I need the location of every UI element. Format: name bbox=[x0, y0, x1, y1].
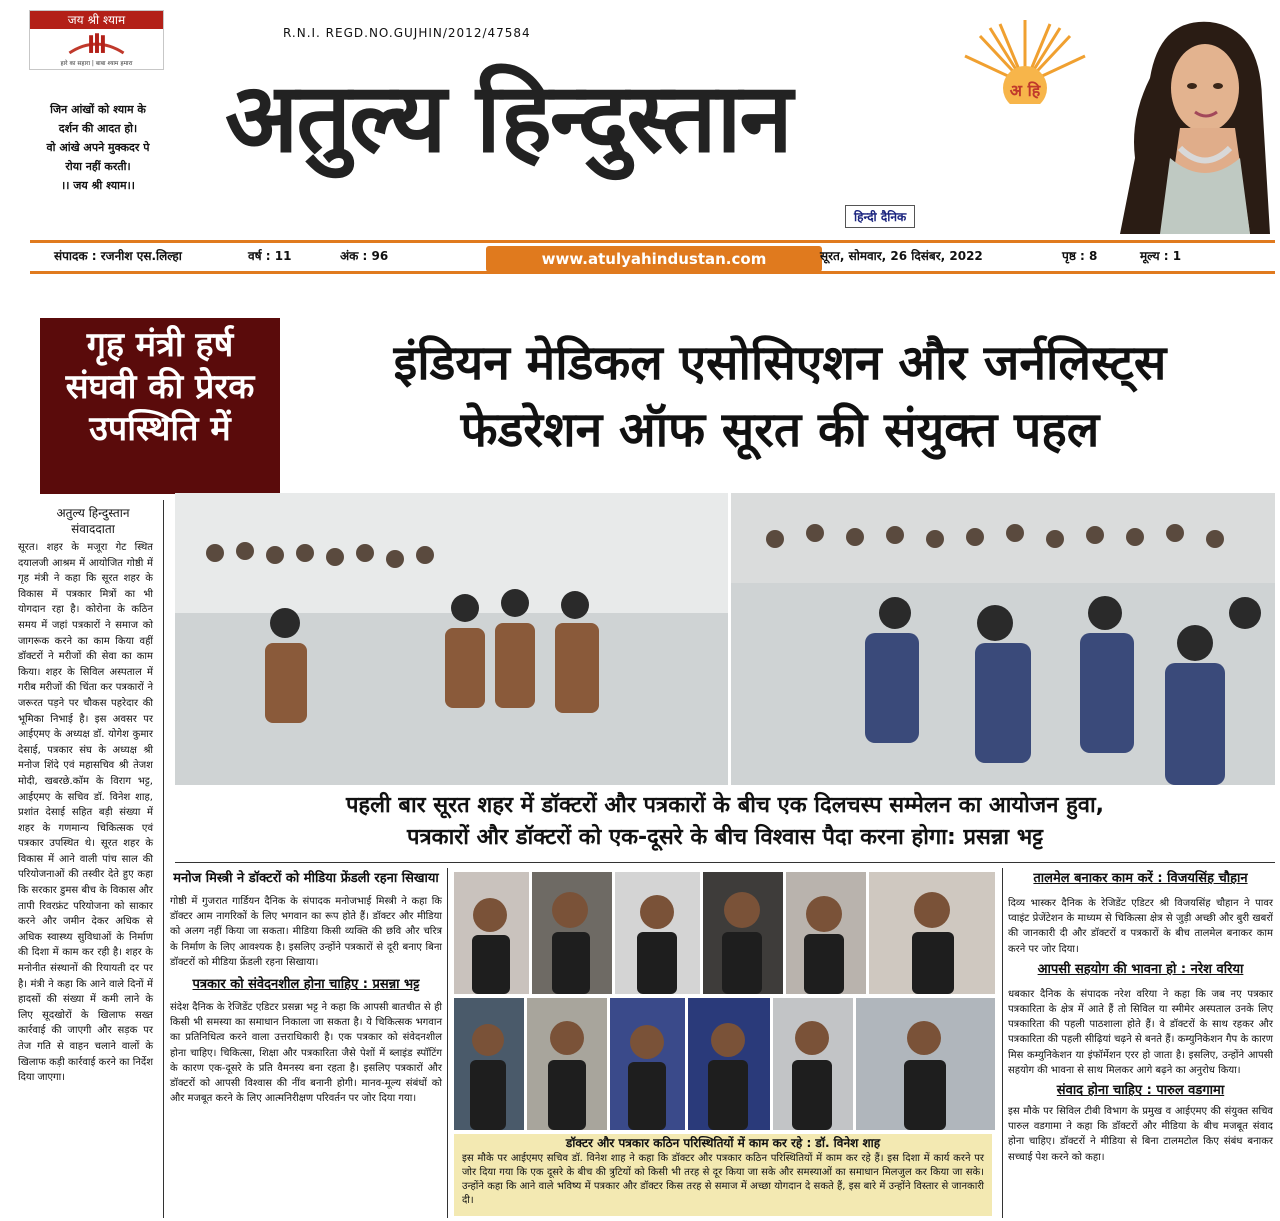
article-text: धबकार दैनिक के संपादक नरेश वरिया ने कहा कि जब नए पत्रकार पत्रकारिता के क्षेत्र में आते हैं तो सिविल या स्मीमेर अस्पताल उनके लिए पत्रकारिता की पहली पाठशाला होते हैं। वे डॉक्टरों के साथ रहकर और पत्रकारिता की पहली सीढ़ियां चढ़ने से बनते हैं। कम्युनिकेशन गैप के कारण मिस कम्युनिकेशन या इंफॉर्मेशन एरर हो जाता है। इसलिए, उन्होंने आपसी सहयोग की भावना से साथ मिलकर आगे बढ़ने का अनुरोध किया। bbox=[1008, 988, 1273, 1076]
lead-body-text: सूरत। शहर के मजूरा गेट स्थित दयालजी आश्रम में आयोजित गोष्ठी में गृह मंत्री ने कहा कि सूरत शहर के विकास में पत्रकार मित्रों का भी योगदान रहा है। कोरोना के कठिन समय में जहां पत्रकारों ने समाज को जागरूक करने का काम किया वहीं डॉक्टरों ने मरीजों की सेवा का काम किया। शहर के सिविल अस्पताल में गरीब मरीजों की चिंता कर पत्रकारों ने जरूरत पड़ने पर चौकस पहरेदार की भूमिका निभाई है। इस अवसर पर आईएमए के अध्यक्ष डॉ. योगेश कुमार देसाई, पत्रकार संघ के अध्यक्ष श्री मनोज शिंदे एवं महासचिव श्री तेजश मोदी, खबरछे.कॉम के विराग भट्ट, आईएमए के सचिव डॉ. विनेश शाह, प्रशांत देसाई सहित बड़ी संख्या में शहर के गणमान्य चिकित्सक एवं पत्रकार उपस्थित थे। सूरत शहर के विकास में आने वाली पांच साल की परियोजनाओं की तस्वीर देते हुए कहा कि सरकार डुमस बीच के विकास और तापी रिवरफ्रंट परियोजना को साकार करने और जमीन देकर अधिक से अधिक स्वास्थ्य सुविधाओं के निर्माण की दिशा में काम कर रही है। शहर के मनोनीत संस्थानों की रियायती दर पर है। मंत्री ने कहा कि आने वाले दिनों में हादसों की संख्या में कमी लाने के लिए सूदखोरों के खिलाफ सख्त कार्रवाई की जाएगी और सड़क पर तेज गति से वाहन चलाने वालों के खिलाफ कड़ी कार्रवाई करने का निर्देश दिया जाएगा। bbox=[18, 542, 153, 1084]
speakers-photo-collage bbox=[452, 870, 997, 1132]
daily-badge: हिन्दी दैनिक bbox=[845, 205, 915, 228]
meta-bar bbox=[30, 240, 1275, 274]
section-divider bbox=[175, 862, 1275, 863]
event-audience-photo bbox=[175, 493, 1275, 785]
strap-line: पत्रकारों और डॉक्टरों को एक-दूसरे के बीच विश्वास पैदा करना होगा: प्रसन्ना भट्ट bbox=[407, 825, 1043, 850]
article-text: संदेश दैनिक के रेजिडेंट एडिटर प्रसन्ना भट्ट ने कहा कि आपसी बातचीत से ही किसी भी समस्या का समाधान निकाला जा सकता है। ये चिकित्सक भगवान का प्रतिनिधित्व करने वाला उत्तराधिकारी है। एक पत्रकार को संवेदनशील होना चाहिए। चिकित्सा, शिक्षा और पत्रकारिता जैसे पेशों में ब्लाइंड स्पॉटिंग के कारण एक-दूसरे के प्रति वैमनस्य बना रहता है। इसलिए पत्रकारों और डॉक्टरों को आपसी विश्वास की नींव बनानी होगी। मानव-मूल्य संबंधों को और मजबूत करने के लिए आत्मनिरीक्षण परिवर्तन पर जोर दिया गया। bbox=[170, 1002, 442, 1105]
shlok-line: दर्शन की आदत हो। bbox=[58, 122, 138, 135]
headline-line: इंडियन मेडिकल एसोसिएशन और जर्नलिस्ट्स bbox=[393, 335, 1167, 391]
shlok-line: ।। जय श्री श्याम।। bbox=[61, 179, 135, 192]
strap-headline bbox=[175, 790, 1275, 854]
rni-registration: R.N.I. REGD.NO.GUJHIN/2012/47584 bbox=[283, 26, 531, 40]
kicker-line: उपस्थिति में bbox=[89, 409, 231, 450]
shyam-emblem-icon bbox=[30, 31, 163, 69]
article-heading: संवाद होना चाहिए : पारुल वडगामा bbox=[1056, 1083, 1225, 1099]
article-heading: पत्रकार को संवेदनशील होना चाहिए : प्रसन्ना भट्ट bbox=[192, 977, 420, 993]
column-divider bbox=[1002, 868, 1003, 1218]
caption-text: इस मौके पर आईएमए सचिव डॉ. विनेश शाह ने कहा कि डॉक्टर और पत्रकार कठिन परिस्थितियों में काम कर रहे हैं। इस दिशा में कार्य करने पर जोर दिया गया कि एक दूसरे के बीच की त्रुटियों को किसी भी तरह से दूर किया जा सके और समस्याओं का समाधान मिलजुल कर किया जा सके। उन्होंने कहा कि आने वाले भविष्य में पत्रकार और डॉक्टर किस तरह से समाज में अच्छा योगदान दे सकते हैं, इस बारे में उन्होंने विस्तार से जानकारी दी। bbox=[462, 1153, 984, 1206]
page-count: पृष्ठ : 8 bbox=[1062, 249, 1098, 263]
headline-line: फेडरेशन ऑफ सूरत की संयुक्त पहल bbox=[460, 402, 1100, 459]
article-heading: मनोज मिस्त्री ने डॉक्टरों को मीडिया फ्रेंडली रहना सिखाया bbox=[173, 871, 439, 886]
shlok-line: जिन आंखों को श्याम के bbox=[50, 103, 146, 116]
byline-paper: अतुल्य हिन्दुस्तान bbox=[56, 506, 130, 520]
jai-shri-shyam-title: जय श्री श्याम bbox=[30, 11, 163, 29]
date-line: सूरत, सोमवार, 26 दिसंबर, 2022 bbox=[820, 249, 983, 263]
article-text: गोष्ठी में गुजरात गार्डियन दैनिक के संपादक मनोजभाई मिस्त्री ने कहा कि डॉक्टर आम नागरिकों के लिए भगवान का रूप होते हैं। डॉक्टर और मीडिया को अलग नहीं किया जा सकता। मीडिया किसी व्यक्ति की छवि और चरित्र के निर्माण के लिए आवश्यक है। इसलिए उन्होंने पत्रकारों से दूरी बनाए बिना डॉक्टरों को मीडिया फ्रेंडली रहना सिखाया। bbox=[170, 896, 442, 968]
emblem-caption: हारे का सहारा | बाबा श्याम हमारा bbox=[60, 60, 133, 67]
article-heading: तालमेल बनाकर काम करें : विजयसिंह चौहान bbox=[1033, 871, 1248, 886]
website-link[interactable]: www.atulyahindustan.com bbox=[486, 246, 822, 272]
article-heading: आपसी सहयोग की भावना हो : नरेश वरिया bbox=[1037, 961, 1244, 977]
shlok-line: रोया नहीं करती। bbox=[65, 160, 131, 173]
byline bbox=[18, 505, 168, 537]
byline-role: संवाददाता bbox=[71, 522, 115, 536]
caption-box bbox=[454, 1134, 992, 1216]
sun-logo-text: अ हि bbox=[1009, 81, 1041, 100]
shlok-quote bbox=[18, 100, 178, 195]
middle-left-column bbox=[170, 870, 442, 1106]
kicker-box bbox=[40, 318, 280, 494]
editor-name: संपादक : रजनीश एस.लिल्हा bbox=[54, 249, 182, 263]
strap-line: पहली बार सूरत शहर में डॉक्टरों और पत्रकारों के बीच एक दिलचस्प सम्मेलन का आयोजन हुवा, bbox=[345, 793, 1105, 818]
article-text: दिव्य भास्कर दैनिक के रेजिडेंट एडिटर श्री विजयसिंह चौहान ने पावर प्वाइंट प्रेजेंटेशन के माध्यम से चिकित्सा क्षेत्र से जुड़ी अच्छी और बुरी खबरों की जानकारी दी और डॉक्टरों व पत्रकारों के बीच तालमेल बनाकर काम करने पर जोर दिया। bbox=[1008, 898, 1273, 955]
kicker-line: संघवी की प्रेरक bbox=[65, 367, 255, 408]
column-divider bbox=[163, 500, 164, 1218]
jai-shri-shyam-box bbox=[29, 10, 164, 70]
year-number: वर्ष : 11 bbox=[248, 249, 292, 263]
main-headline bbox=[300, 330, 1260, 464]
article-text: इस मौके पर सिविल टीबी विभाग के प्रमुख व आईएमए की संयुक्त सचिव पारुल वडगामा ने कहा कि डॉक्टरों और मीडिया के बीच मजबूत संवाद होना चाहिए। डॉक्टरों ने मीडिया से बिना टालमटोल किए संबंध बनाकर सच्चाई पेश करने को कहा। bbox=[1008, 1106, 1273, 1163]
newspaper-brand: अतुल्य हिन्दुस्तान bbox=[225, 61, 791, 174]
price: मूल्य : 1 bbox=[1140, 249, 1182, 263]
caption-heading: डॉक्टर और पत्रकार कठिन परिस्थितियों में काम कर रहे : डॉ. विनेश शाह bbox=[565, 1136, 881, 1150]
shlok-line: वो आंखे अपने मुक्कदर पे bbox=[46, 141, 150, 154]
kicker-line: गृह मंत्री हर्ष bbox=[86, 325, 234, 365]
right-column bbox=[1008, 870, 1273, 1165]
celebrity-photo bbox=[1100, 8, 1275, 234]
column-divider bbox=[447, 868, 448, 1218]
issue-number: अंक : 96 bbox=[340, 249, 389, 263]
